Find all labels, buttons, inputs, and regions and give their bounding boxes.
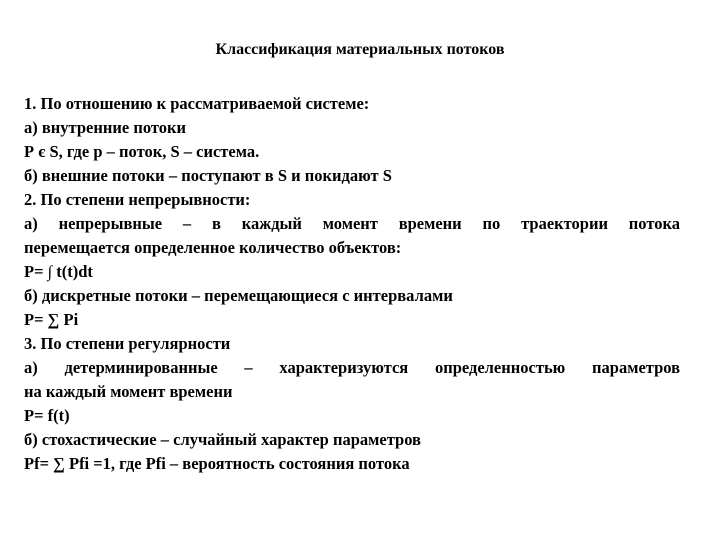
text-line: б) дискретные потоки – перемещающиеся с интервалами <box>24 286 453 305</box>
formula-line: P= ∑ Pi <box>24 310 79 329</box>
text-line: а) непрерывные – в каждый момент времени по траектории потока <box>24 214 680 233</box>
formula-line: P= f(t) <box>24 406 70 425</box>
text-line: на каждый момент времени <box>24 382 233 401</box>
text-line: б) внешние потоки – поступают в S и покидают S <box>24 166 392 185</box>
text-line: 3. По степени регулярности <box>24 334 231 353</box>
slide-title: Классификация материальных потоков <box>215 41 505 58</box>
text-line: а) внутренние потоки <box>24 118 187 137</box>
text-line: 1. По отношению к рассматриваемой системе: <box>24 94 370 113</box>
text-line: 2. По степени непрерывности: <box>24 190 251 209</box>
formula-line: Pf= ∑ Pfi =1, где Pfi – вероятность состояния потока <box>24 454 410 473</box>
text-line: перемещается определенное количество объектов: <box>24 238 402 257</box>
slide-body <box>24 92 680 476</box>
formula-line: P= ∫ t(t)dt <box>24 262 93 281</box>
text-line: а) детерминированные – характеризуются определенностью параметров <box>24 358 680 377</box>
text-line: Р є S, где р – поток, S – система. <box>24 142 260 161</box>
text-line: б) стохастические – случайный характер параметров <box>24 430 421 449</box>
